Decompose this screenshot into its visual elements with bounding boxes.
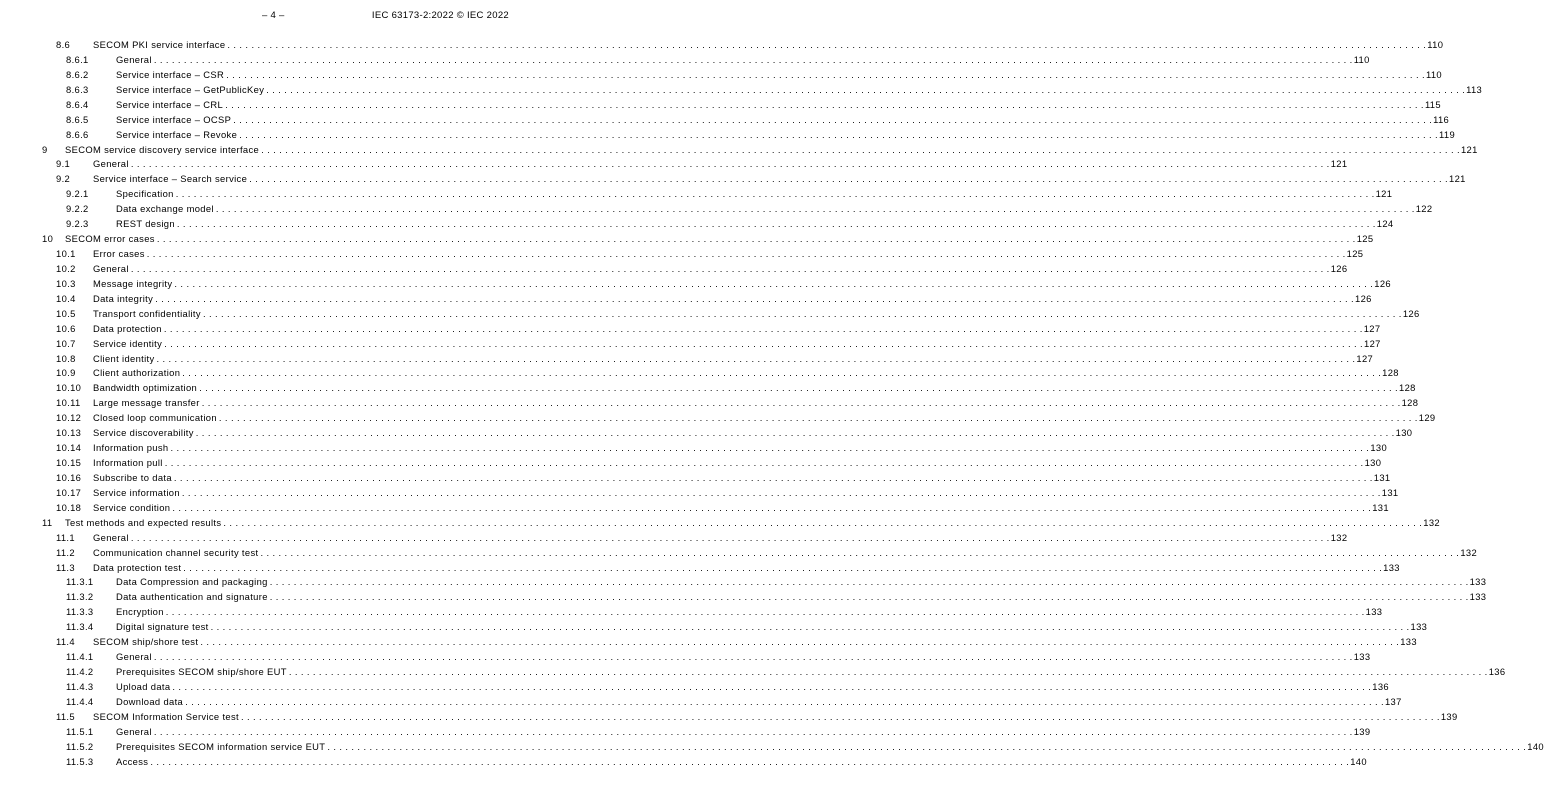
toc-entry-title: Service interface – CSR: [116, 68, 225, 80]
dot-leader: . . . . . . . . . . . . . . . . . . . . . . . . . . . . . . . . . . . . . . . . . . . . . . . . . . . . . . . . . . . . . . . . . . . . . . . . . . . . . . . . . . . . . . . . . . . . . . . . . . . . . . . . . . . . . . . . . . . . . . . . . . . . . . . . . . . . . . . . . . . . . . . . . . . . . . . . . . . . . . . . . . . . . . . . . . . . . . . . . . . . . . . . . . . . . . . . . . . . . . . .: [215, 203, 1415, 215]
dot-leader: . . . . . . . . . . . . . . . . . . . . . . . . . . . . . . . . . . . . . . . . . . . . . . . . . . . . . . . . . . . . . . . . . . . . . . . . . . . . . . . . . . . . . . . . . . . . . . . . . . . . . . . . . . . . . . . . . . . . . . . . . . . . . . . . . . . . . . . . . . . . . . . . . . . . . . . . . . . . . . . . . . . . . . . . . . . . . . . . . . . . . . . . . . . . . . . . . . . . . . . .: [175, 188, 1375, 200]
toc-entry-number: 11.4.3: [66, 680, 94, 692]
toc-entry-page: 133: [1469, 576, 1487, 588]
toc-entry-page: 136: [1488, 666, 1506, 678]
toc-entry-number: 11.3: [56, 561, 75, 573]
toc-entry-page: 121: [1330, 158, 1348, 170]
toc-entry-number: 10.2: [56, 262, 76, 274]
toc-entry-page: 122: [1415, 203, 1433, 215]
dot-leader: . . . . . . . . . . . . . . . . . . . . . . . . . . . . . . . . . . . . . . . . . . . . . . . . . . . . . . . . . . . . . . . . . . . . . . . . . . . . . . . . . . . . . . . . . . . . . . . . . . . . . . . . . . . . . . . . . . . . . . . . . . . . . . . . . . . . . . . . . . . . . . . . . . . . . . . . . . . . . . . . . . . . . . . . . . . . . . . . . . . . . . . . . . . . . . . . . . . . . . . .: [172, 680, 1372, 692]
toc-entry-page: 119: [1439, 128, 1456, 140]
dot-leader: . . . . . . . . . . . . . . . . . . . . . . . . . . . . . . . . . . . . . . . . . . . . . . . . . . . . . . . . . . . . . . . . . . . . . . . . . . . . . . . . . . . . . . . . . . . . . . . . . . . . . . . . . . . . . . . . . . . . . . . . . . . . . . . . . . . . . . . . . . . . . . . . . . . . . . . . . . . . . . . . . . . . . . . . . . . . . . . . . . . . . . . . . . . . . . . . . . . . . . . .: [249, 173, 1449, 185]
toc-entry-page: 126: [1355, 292, 1372, 304]
toc-entry-page: 133: [1365, 606, 1383, 618]
toc-entry-title: General: [116, 725, 152, 737]
dot-leader: . . . . . . . . . . . . . . . . . . . . . . . . . . . . . . . . . . . . . . . . . . . . . . . . . . . . . . . . . . . . . . . . . . . . . . . . . . . . . . . . . . . . . . . . . . . . . . . . . . . . . . . . . . . . . . . . . . . . . . . . . . . . . . . . . . . . . . . . . . . . . . . . . . . . . . . . . . . . . . . . . . . . . . . . . . . . . . . . . . . . . . . . . . . . . . . . . . . . . . . .: [164, 337, 1364, 349]
toc-entry-number: 11.1: [56, 531, 75, 543]
toc-entry[interactable]: [0, 620, 1428, 633]
toc-entry-title: Service information: [93, 486, 180, 498]
toc-entry-page: 113: [1466, 83, 1483, 95]
toc-entry[interactable]: [0, 113, 1450, 126]
toc-entry[interactable]: [0, 98, 1441, 111]
toc-entry-number: 11: [42, 516, 53, 528]
toc-entry-page: 127: [1364, 337, 1381, 349]
toc-entry-page: 130: [1395, 427, 1413, 439]
toc-entry-page: 140: [1527, 740, 1544, 752]
toc-entry[interactable]: [0, 501, 1389, 514]
toc-entry-number: 9.2.1: [66, 188, 89, 200]
dot-leader: . . . . . . . . . . . . . . . . . . . . . . . . . . . . . . . . . . . . . . . . . . . . . . . . . . . . . . . . . . . . . . . . . . . . . . . . . . . . . . . . . . . . . . . . . . . . . . . . . . . . . . . . . . . . . . . . . . . . . . . . . . . . . . . . . . . . . . . . . . . . . . . . . . . . . . . . . . . . . . . . . . . . . . . . . . . . . . . . . . . . . . . . . . . . . . . . . . . . . . . .: [202, 307, 1402, 319]
toc-entry-title: SECOM service discovery service interface: [65, 143, 260, 155]
dot-leader: . . . . . . . . . . . . . . . . . . . . . . . . . . . . . . . . . . . . . . . . . . . . . . . . . . . . . . . . . . . . . . . . . . . . . . . . . . . . . . . . . . . . . . . . . . . . . . . . . . . . . . . . . . . . . . . . . . . . . . . . . . . . . . . . . . . . . . . . . . . . . . . . . . . . . . . . . . . . . . . . . . . . . . . . . . . . . . . . . . . . . . . . . . . . . . . . . . . . . . . .: [181, 486, 1381, 498]
toc-entry[interactable]: [0, 486, 1399, 499]
toc-entry-title: Data authentication and signature: [116, 591, 268, 603]
toc-entry-number: 11.5.3: [66, 755, 94, 767]
dot-leader: . . . . . . . . . . . . . . . . . . . . . . . . . . . . . . . . . . . . . . . . . . . . . . . . . . . . . . . . . . . . . . . . . . . . . . . . . . . . . . . . . . . . . . . . . . . . . . . . . . . . . . . . . . . . . . . . . . . . . . . . . . . . . . . . . . . . . . . . . . . . . . . . . . . . . . . . . . . . . . . . . . . . . . . . . . . . . . . . . . . . . . . . . . . . . . . . . . . . . . . .: [174, 277, 1374, 289]
dot-leader: . . . . . . . . . . . . . . . . . . . . . . . . . . . . . . . . . . . . . . . . . . . . . . . . . . . . . . . . . . . . . . . . . . . . . . . . . . . . . . . . . . . . . . . . . . . . . . . . . . . . . . . . . . . . . . . . . . . . . . . . . . . . . . . . . . . . . . . . . . . . . . . . . . . . . . . . . . . . . . . . . . . . . . . . . . . . . . . . . . . . . . . . . . . . . . . . . . . . . . . .: [261, 143, 1460, 155]
toc-entry-page: 130: [1364, 457, 1382, 469]
toc-entry-page: 128: [1401, 397, 1419, 409]
toc-entry-title: Service interface – GetPublicKey: [116, 83, 265, 95]
toc-entry[interactable]: [0, 650, 1371, 663]
toc-entry-title: Service interface – CRL: [116, 98, 224, 110]
toc-entry-number: 10.14: [56, 442, 82, 454]
toc-entry-title: SECOM error cases: [65, 233, 155, 245]
toc-entry-number: 9.1: [56, 158, 71, 170]
dot-leader: . . . . . . . . . . . . . . . . . . . . . . . . . . . . . . . . . . . . . . . . . . . . . . . . . . . . . . . . . . . . . . . . . . . . . . . . . . . . . . . . . . . . . . . . . . . . . . . . . . . . . . . . . . . . . . . . . . . . . . . . . . . . . . . . . . . . . . . . . . . . . . . . . . . . . . . . . . . . . . . . . . . . . . . . . . . . . . . . . . . . . . . . . . . . . . . . . . . . . . . .: [153, 651, 1353, 663]
toc-entry[interactable]: [0, 307, 1420, 320]
toc-entry-number: 11.5: [56, 710, 75, 722]
dot-leader: . . . . . . . . . . . . . . . . . . . . . . . . . . . . . . . . . . . . . . . . . . . . . . . . . . . . . . . . . . . . . . . . . . . . . . . . . . . . . . . . . . . . . . . . . . . . . . . . . . . . . . . . . . . . . . . . . . . . . . . . . . . . . . . . . . . . . . . . . . . . . . . . . . . . . . . . . . . . . . . . . . . . . . . . . . . . . . . . . . . . . . . . . . . . . . . . . . . . . . . .: [260, 546, 1460, 558]
toc-entry[interactable]: [0, 665, 1506, 678]
toc-entry-number: 11.3.1: [66, 576, 94, 588]
toc-entry-page: 110: [1425, 68, 1442, 80]
toc-entry[interactable]: [0, 710, 1458, 723]
toc-entry[interactable]: [0, 441, 1388, 454]
toc-entry[interactable]: [0, 172, 1466, 185]
toc-entry-number: 11.2: [56, 546, 75, 558]
toc-entry-page: 110: [1427, 39, 1444, 50]
toc-entry-page: 131: [1372, 501, 1389, 513]
toc-entry-number: 11.5.1: [66, 725, 94, 737]
dot-leader: . . . . . . . . . . . . . . . . . . . . . . . . . . . . . . . . . . . . . . . . . . . . . . . . . . . . . . . . . . . . . . . . . . . . . . . . . . . . . . . . . . . . . . . . . . . . . . . . . . . . . . . . . . . . . . . . . . . . . . . . . . . . . . . . . . . . . . . . . . . . . . . . . . . . . . . . . . . . . . . . . . . . . . . . . . . . . . . . . . . . . . . . . . . . . . . . . . . . . . . .: [130, 262, 1330, 274]
toc-entry[interactable]: [0, 531, 1348, 544]
dot-leader: . . . . . . . . . . . . . . . . . . . . . . . . . . . . . . . . . . . . . . . . . . . . . . . . . . . . . . . . . . . . . . . . . . . . . . . . . . . . . . . . . . . . . . . . . . . . . . . . . . . . . . . . . . . . . . . . . . . . . . . . . . . . . . . . . . . . . . . . . . . . . . . . . . . . . . . . . . . . . . . . . . . . . . . . . . . . . . . . . . . . . . . . . . . . . . . . . . . . . . . .: [185, 695, 1384, 707]
toc-entry-number: 11.3.3: [66, 606, 94, 618]
dot-leader: . . . . . . . . . . . . . . . . . . . . . . . . . . . . . . . . . . . . . . . . . . . . . . . . . . . . . . . . . . . . . . . . . . . . . . . . . . . . . . . . . . . . . . . . . . . . . . . . . . . . . . . . . . . . . . . . . . . . . . . . . . . . . . . . . . . . . . . . . . . . . . . . . . . . . . . . . . . . . . . . . . . . . . . . . . . . . . . . . . . . . . . . . . . . . . . . . . . . . . . .: [146, 248, 1346, 260]
toc-entry-page: 124: [1376, 218, 1394, 230]
toc-entry-number: 10.16: [56, 471, 82, 483]
dot-leader: . . . . . . . . . . . . . . . . . . . . . . . . . . . . . . . . . . . . . . . . . . . . . . . . . . . . . . . . . . . . . . . . . . . . . . . . . . . . . . . . . . . . . . . . . . . . . . . . . . . . . . . . . . . . . . . . . . . . . . . . . . . . . . . . . . . . . . . . . . . . . . . . . . . . . . . . . . . . . . . . . . . . . . . . . . . . . . . . . . . . . . . . . . . . . . . . . . . . . . . .: [269, 576, 1469, 588]
dot-leader: . . . . . . . . . . . . . . . . . . . . . . . . . . . . . . . . . . . . . . . . . . . . . . . . . . . . . . . . . . . . . . . . . . . . . . . . . . . . . . . . . . . . . . . . . . . . . . . . . . . . . . . . . . . . . . . . . . . . . . . . . . . . . . . . . . . . . . . . . . . . . . . . . . . . . . . . . . . . . . . . . . . . . . . . . . . . . . . . . . . . . . . . . . . . . . . . . . . . . . . .: [164, 457, 1364, 469]
toc-entry[interactable]: [0, 680, 1389, 693]
dot-leader: . . . . . . . . . . . . . . . . . . . . . . . . . . . . . . . . . . . . . . . . . . . . . . . . . . . . . . . . . . . . . . . . . . . . . . . . . . . . . . . . . . . . . . . . . . . . . . . . . . . . . . . . . . . . . . . . . . . . . . . . . . . . . . . . . . . . . . . . . . . . . . . . . . . . . . . . . . . . . . . . . . . . . . . . . . . . . . . . . . . . . . . . . . . . . . . . . . . . . . . .: [201, 397, 1401, 409]
toc-entry-page: 121: [1375, 188, 1393, 200]
dot-leader: . . . . . . . . . . . . . . . . . . . . . . . . . . . . . . . . . . . . . . . . . . . . . . . . . . . . . . . . . . . . . . . . . . . . . . . . . . . . . . . . . . . . . . . . . . . . . . . . . . . . . . . . . . . . . . . . . . . . . . . . . . . . . . . . . . . . . . . . . . . . . . . . . . . . . . . . . . . . . . . . . . . . . . . . . . . . . . . . . . . . . . . . . . . . . . . . . . . . . . . .: [173, 471, 1373, 483]
toc-entry[interactable]: [0, 337, 1381, 350]
toc-entry-title: Message integrity: [93, 277, 173, 289]
dot-leader: . . . . . . . . . . . . . . . . . . . . . . . . . . . . . . . . . . . . . . . . . . . . . . . . . . . . . . . . . . . . . . . . . . . . . . . . . . . . . . . . . . . . . . . . . . . . . . . . . . . . . . . . . . . . . . . . . . . . . . . . . . . . . . . . . . . . . . . . . . . . . . . . . . . . . . . . . . . . . . . . . . . . . . . . . . . . . . . . . . . . . . . . . . . . . . . . . . . . . . . .: [170, 442, 1370, 454]
toc-entry-number: 11.4: [56, 636, 75, 648]
toc-entry-number: 8.6: [56, 39, 71, 50]
dot-leader: . . . . . . . . . . . . . . . . . . . . . . . . . . . . . . . . . . . . . . . . . . . . . . . . . . . . . . . . . . . . . . . . . . . . . . . . . . . . . . . . . . . . . . . . . . . . . . . . . . . . . . . . . . . . . . . . . . . . . . . . . . . . . . . . . . . . . . . . . . . . . . . . . . . . . . . . . . . . . . . . . . . . . . . . . . . . . . . . . . . . . . . . . . . . . . . . . . . . . . . .: [155, 292, 1355, 304]
toc-entry[interactable]: [0, 755, 1367, 768]
toc-entry-number: 10: [42, 233, 54, 245]
toc-entry-number: 9: [42, 143, 48, 155]
dot-leader: . . . . . . . . . . . . . . . . . . . . . . . . . . . . . . . . . . . . . . . . . . . . . . . . . . . . . . . . . . . . . . . . . . . . . . . . . . . . . . . . . . . . . . . . . . . . . . . . . . . . . . . . . . . . . . . . . . . . . . . . . . . . . . . . . . . . . . . . . . . . . . . . . . . . . . . . . . . . . . . . . . . . . . . . . . . . . . . . . . . . . . . . . . . . . . . . . . . . . . . .: [225, 98, 1424, 110]
toc-entry-title: Prerequisites SECOM information service EUT: [116, 740, 326, 752]
toc-entry-number: 10.15: [56, 457, 82, 469]
toc-entry-page: 121: [1449, 173, 1466, 185]
dot-leader: . . . . . . . . . . . . . . . . . . . . . . . . . . . . . . . . . . . . . . . . . . . . . . . . . . . . . . . . . . . . . . . . . . . . . . . . . . . . . . . . . . . . . . . . . . . . . . . . . . . . . . . . . . . . . . . . . . . . . . . . . . . . . . . . . . . . . . . . . . . . . . . . . . . . . . . . . . . . . . . . . . . . . . . . . . . . . . . . . . . . . . . . . . . . . . . . . . . . . . . .: [240, 710, 1440, 722]
toc-entry-number: 10.9: [56, 367, 76, 379]
toc-entry[interactable]: [0, 187, 1393, 200]
toc-entry-title: Service interface – Revoke: [116, 128, 238, 140]
toc-entry[interactable]: [0, 396, 1419, 409]
toc-entry-page: 140: [1350, 755, 1367, 767]
dot-leader: . . . . . . . . . . . . . . . . . . . . . . . . . . . . . . . . . . . . . . . . . . . . . . . . . . . . . . . . . . . . . . . . . . . . . . . . . . . . . . . . . . . . . . . . . . . . . . . . . . . . . . . . . . . . . . . . . . . . . . . . . . . . . . . . . . . . . . . . . . . . . . . . . . . . . . . . . . . . . . . . . . . . . . . . . . . . . . . . . . . . . . . . . . . . . . . . . . . . . . . .: [176, 218, 1376, 230]
toc-entry-page: 136: [1372, 680, 1389, 692]
page-number: – 4 –: [262, 10, 285, 21]
toc-entry-number: 11.4.1: [66, 651, 94, 663]
dot-leader: . . . . . . . . . . . . . . . . . . . . . . . . . . . . . . . . . . . . . . . . . . . . . . . . . . . . . . . . . . . . . . . . . . . . . . . . . . . . . . . . . . . . . . . . . . . . . . . . . . . . . . . . . . . . . . . . . . . . . . . . . . . . . . . . . . . . . . . . . . . . . . . . . . . . . . . . . . . . . . . . . . . . . . . . . . . . . . . . . . . . . . . . . . . . . . . . . . . . . . . .: [210, 621, 1410, 633]
toc-entry-page: 133: [1353, 651, 1371, 663]
toc-entry-title: Upload data: [116, 680, 171, 692]
toc-entry-number: 11.5.2: [66, 740, 94, 752]
toc-entry[interactable]: [0, 277, 1391, 290]
toc-entry-title: SECOM Information Service test: [93, 710, 239, 722]
toc-entry-number: 10.5: [56, 307, 76, 319]
toc-entry-title: Client identity: [93, 352, 155, 364]
toc-entry[interactable]: [0, 53, 1370, 66]
dot-leader: . . . . . . . . . . . . . . . . . . . . . . . . . . . . . . . . . . . . . . . . . . . . . . . . . . . . . . . . . . . . . . . . . . . . . . . . . . . . . . . . . . . . . . . . . . . . . . . . . . . . . . . . . . . . . . . . . . . . . . . . . . . . . . . . . . . . . . . . . . . . . . . . . . . . . . . . . . . . . . . . . . . . . . . . . . . . . . . . . . . . . . . . . . . . . . . . . . . . . . . .: [226, 68, 1425, 80]
dot-leader: . . . . . . . . . . . . . . . . . . . . . . . . . . . . . . . . . . . . . . . . . . . . . . . . . . . . . . . . . . . . . . . . . . . . . . . . . . . . . . . . . . . . . . . . . . . . . . . . . . . . . . . . . . . . . . . . . . . . . . . . . . . . . . . . . . . . . . . . . . . . . . . . . . . . . . . . . . . . . . . . . . . . . . . . . . . . . . . . . . . . . . . . . . . . . . . . . . . . . . . .: [199, 382, 1398, 394]
toc-entry-page: 127: [1356, 352, 1374, 364]
toc-entry-page: 133: [1383, 561, 1400, 573]
toc-entry[interactable]: [0, 83, 1483, 96]
toc-entry-title: General: [116, 53, 152, 65]
toc-entry-page: 110: [1353, 53, 1370, 65]
toc-entry[interactable]: [0, 217, 1394, 230]
dot-leader: . . . . . . . . . . . . . . . . . . . . . . . . . . . . . . . . . . . . . . . . . . . . . . . . . . . . . . . . . . . . . . . . . . . . . . . . . . . . . . . . . . . . . . . . . . . . . . . . . . . . . . . . . . . . . . . . . . . . . . . . . . . . . . . . . . . . . . . . . . . . . . . . . . . . . . . . . . . . . . . . . . . . . . . . . . . . . . . . . . . . . . . . . . . . . . . . . . . . . . . .: [165, 606, 1365, 618]
toc-entry-title: Communication channel security test: [93, 546, 259, 558]
toc-entry[interactable]: [0, 232, 1374, 245]
toc-entry[interactable]: [0, 157, 1348, 170]
toc-entry-title: SECOM PKI service interface: [93, 39, 226, 50]
dot-leader: . . . . . . . . . . . . . . . . . . . . . . . . . . . . . . . . . . . . . . . . . . . . . . . . . . . . . . . . . . . . . . . . . . . . . . . . . . . . . . . . . . . . . . . . . . . . . . . . . . . . . . . . . . . . . . . . . . . . . . . . . . . . . . . . . . . . . . . . . . . . . . . . . . . . . . . . . . . . . . . . . . . . . . . . . . . . . . . . . . . . . . . . . . . . . . . . . . . . . . . .: [153, 725, 1353, 737]
toc-entry-page: 137: [1384, 695, 1402, 707]
toc-entry-title: Data Compression and packaging: [116, 576, 268, 588]
dot-leader: . . . . . . . . . . . . . . . . . . . . . . . . . . . . . . . . . . . . . . . . . . . . . . . . . . . . . . . . . . . . . . . . . . . . . . . . . . . . . . . . . . . . . . . . . . . . . . . . . . . . . . . . . . . . . . . . . . . . . . . . . . . . . . . . . . . . . . . . . . . . . . . . . . . . . . . . . . . . . . . . . . . . . . . . . . . . . . . . . . . . . . . . . . . . . . . . . . . . . . . .: [156, 233, 1356, 245]
toc-entry[interactable]: [0, 68, 1442, 81]
dot-leader: . . . . . . . . . . . . . . . . . . . . . . . . . . . . . . . . . . . . . . . . . . . . . . . . . . . . . . . . . . . . . . . . . . . . . . . . . . . . . . . . . . . . . . . . . . . . . . . . . . . . . . . . . . . . . . . . . . . . . . . . . . . . . . . . . . . . . . . . . . . . . . . . . . . . . . . . . . . . . . . . . . . . . . . . . . . . . . . . . . . . . . . . . . . . . . . . . . . . . . . .: [130, 158, 1330, 170]
toc-entry-page: 133: [1400, 636, 1417, 648]
toc-entry[interactable]: [0, 202, 1433, 215]
toc-entry[interactable]: [0, 635, 1417, 648]
toc-entry-number: 10.18: [56, 501, 82, 513]
toc-entry[interactable]: [0, 322, 1381, 335]
toc-entry[interactable]: [0, 456, 1382, 469]
toc-entry-number: 10.11: [56, 397, 81, 409]
toc-entry-page: 115: [1424, 98, 1441, 110]
toc-entry[interactable]: [0, 471, 1391, 484]
dot-leader: . . . . . . . . . . . . . . . . . . . . . . . . . . . . . . . . . . . . . . . . . . . . . . . . . . . . . . . . . . . . . . . . . . . . . . . . . . . . . . . . . . . . . . . . . . . . . . . . . . . . . . . . . . . . . . . . . . . . . . . . . . . . . . . . . . . . . . . . . . . . . . . . . . . . . . . . . . . . . . . . . . . . . . . . . . . . . . . . . . . . . . . . . . . . . . . . . . . . . . . .: [239, 128, 1439, 140]
toc-entry-title: Data exchange model: [116, 203, 214, 215]
toc-entry-title: General: [93, 531, 129, 543]
toc-entry-title: Service identity: [93, 337, 163, 349]
toc-entry-title: Specification: [116, 188, 174, 200]
toc-entry-page: 125: [1346, 248, 1364, 260]
toc-entry-number: 8.6.3: [66, 83, 89, 95]
toc-entry[interactable]: [0, 426, 1413, 439]
toc-entry-number: 9.2.3: [66, 218, 89, 230]
toc-entry[interactable]: [0, 605, 1383, 618]
dot-leader: . . . . . . . . . . . . . . . . . . . . . . . . . . . . . . . . . . . . . . . . . . . . . . . . . . . . . . . . . . . . . . . . . . . . . . . . . . . . . . . . . . . . . . . . . . . . . . . . . . . . . . . . . . . . . . . . . . . . . . . . . . . . . . . . . . . . . . . . . . . . . . . . . . . . . . . . . . . . . . . . . . . . . . . . . . . . . . . . . . . . . . . . . . . . . . . . . . . . . . . .: [223, 516, 1423, 528]
dot-leader: . . . . . . . . . . . . . . . . . . . . . . . . . . . . . . . . . . . . . . . . . . . . . . . . . . . . . . . . . . . . . . . . . . . . . . . . . . . . . . . . . . . . . . . . . . . . . . . . . . . . . . . . . . . . . . . . . . . . . . . . . . . . . . . . . . . . . . . . . . . . . . . . . . . . . . . . . . . . . . . . . . . . . . . . . . . . . . . . . . . . . . . . . . . . . . . . . . . . . . . .: [266, 83, 1466, 95]
toc-entry-title: Bandwidth optimization: [93, 382, 198, 394]
toc-entry-title: Data protection: [93, 322, 162, 334]
toc-entry-page: 133: [1410, 621, 1428, 633]
toc-entry-page: 132: [1330, 531, 1348, 543]
toc-entry[interactable]: [0, 381, 1416, 394]
toc-entry[interactable]: [0, 143, 1478, 156]
toc-entry-number: 10.7: [56, 337, 76, 349]
toc-entry-title: Large message transfer: [93, 397, 200, 409]
dot-leader: . . . . . . . . . . . . . . . . . . . . . . . . . . . . . . . . . . . . . . . . . . . . . . . . . . . . . . . . . . . . . . . . . . . . . . . . . . . . . . . . . . . . . . . . . . . . . . . . . . . . . . . . . . . . . . . . . . . . . . . . . . . . . . . . . . . . . . . . . . . . . . . . . . . . . . . . . . . . . . . . . . . . . . . . . . . . . . . . . . . . . . . . . . . . . . . . . . . . . . . .: [153, 53, 1353, 65]
toc-entry-title: Data integrity: [93, 292, 154, 304]
toc-entry-title: General: [116, 651, 152, 663]
toc-entry-page: 139: [1440, 710, 1458, 722]
dot-leader: . . . . . . . . . . . . . . . . . . . . . . . . . . . . . . . . . . . . . . . . . . . . . . . . . . . . . . . . . . . . . . . . . . . . . . . . . . . . . . . . . . . . . . . . . . . . . . . . . . . . . . . . . . . . . . . . . . . . . . . . . . . . . . . . . . . . . . . . . . . . . . . . . . . . . . . . . . . . . . . . . . . . . . . . . . . . . . . . . . . . . . . . . . . . . . . . . . . . . . . .: [227, 39, 1427, 50]
toc-entry[interactable]: [0, 411, 1436, 424]
toc-entry-title: General: [93, 262, 129, 274]
toc-entry-page: 131: [1373, 471, 1391, 483]
toc-entry-number: 11.3.2: [66, 591, 94, 603]
toc-entry-number: 10.17: [56, 486, 82, 498]
toc-entry-page: 127: [1363, 322, 1381, 334]
toc-entry-number: 10.3: [56, 277, 76, 289]
toc-entry-page: 132: [1460, 546, 1478, 558]
toc-entry-number: 11.4.4: [66, 695, 94, 707]
dot-leader: . . . . . . . . . . . . . . . . . . . . . . . . . . . . . . . . . . . . . . . . . . . . . . . . . . . . . . . . . . . . . . . . . . . . . . . . . . . . . . . . . . . . . . . . . . . . . . . . . . . . . . . . . . . . . . . . . . . . . . . . . . . . . . . . . . . . . . . . . . . . . . . . . . . . . . . . . . . . . . . . . . . . . . . . . . . . . . . . . . . . . . . . . . . . . . . . . . . . . . . .: [269, 591, 1469, 603]
toc-entry-page: 128: [1382, 367, 1399, 379]
toc-entry-number: 8.6.4: [66, 98, 89, 110]
toc-entry-number: 9.2: [56, 173, 71, 185]
toc-entry-number: 8.6.1: [66, 53, 89, 65]
toc-entry[interactable]: [0, 561, 1400, 574]
toc-entry[interactable]: [0, 247, 1364, 260]
toc-entry-number: 10.4: [56, 292, 76, 304]
toc-entry-title: Service interface – OCSP: [116, 113, 232, 125]
toc-entry-title: Test methods and expected results: [65, 516, 222, 528]
toc-entry[interactable]: [0, 516, 1440, 529]
toc-entry[interactable]: [0, 575, 1487, 588]
toc-entry-number: 9.2.2: [66, 203, 89, 215]
toc-entry-page: 129: [1418, 412, 1436, 424]
toc-entry-page: 131: [1381, 486, 1399, 498]
toc-entry-number: 10.6: [56, 322, 76, 334]
toc-entry-title: SECOM ship/shore test: [93, 636, 199, 648]
dot-leader: . . . . . . . . . . . . . . . . . . . . . . . . . . . . . . . . . . . . . . . . . . . . . . . . . . . . . . . . . . . . . . . . . . . . . . . . . . . . . . . . . . . . . . . . . . . . . . . . . . . . . . . . . . . . . . . . . . . . . . . . . . . . . . . . . . . . . . . . . . . . . . . . . . . . . . . . . . . . . . . . . . . . . . . . . . . . . . . . . . . . . . . . . . . . . . . . . . . . . . . .: [233, 113, 1433, 125]
dot-leader: . . . . . . . . . . . . . . . . . . . . . . . . . . . . . . . . . . . . . . . . . . . . . . . . . . . . . . . . . . . . . . . . . . . . . . . . . . . . . . . . . . . . . . . . . . . . . . . . . . . . . . . . . . . . . . . . . . . . . . . . . . . . . . . . . . . . . . . . . . . . . . . . . . . . . . . . . . . . . . . . . . . . . . . . . . . . . . . . . . . . . . . . . . . . . . . . . . . . . . . .: [288, 666, 1488, 678]
toc-entry-number: 10.10: [56, 382, 82, 394]
toc-entry-number: 10.13: [56, 427, 82, 439]
dot-leader: . . . . . . . . . . . . . . . . . . . . . . . . . . . . . . . . . . . . . . . . . . . . . . . . . . . . . . . . . . . . . . . . . . . . . . . . . . . . . . . . . . . . . . . . . . . . . . . . . . . . . . . . . . . . . . . . . . . . . . . . . . . . . . . . . . . . . . . . . . . . . . . . . . . . . . . . . . . . . . . . . . . . . . . . . . . . . . . . . . . . . . . . . . . . . . . . . . . . . . . .: [172, 501, 1372, 513]
toc-entry-title: Service interface – Search service: [93, 173, 248, 185]
toc-entry-number: 8.6.6: [66, 128, 89, 140]
toc-entry-title: Encryption: [116, 606, 164, 618]
toc-entry-number: 8.6.5: [66, 113, 89, 125]
toc-entry-page: 116: [1433, 113, 1450, 125]
dot-leader: . . . . . . . . . . . . . . . . . . . . . . . . . . . . . . . . . . . . . . . . . . . . . . . . . . . . . . . . . . . . . . . . . . . . . . . . . . . . . . . . . . . . . . . . . . . . . . . . . . . . . . . . . . . . . . . . . . . . . . . . . . . . . . . . . . . . . . . . . . . . . . . . . . . . . . . . . . . . . . . . . . . . . . . . . . . . . . . . . . . . . . . . . . . . . . . . . . . . . . . .: [182, 367, 1382, 379]
toc-entry-number: 10.1: [56, 248, 76, 260]
toc-entry[interactable]: [0, 590, 1487, 603]
dot-leader: . . . . . . . . . . . . . . . . . . . . . . . . . . . . . . . . . . . . . . . . . . . . . . . . . . . . . . . . . . . . . . . . . . . . . . . . . . . . . . . . . . . . . . . . . . . . . . . . . . . . . . . . . . . . . . . . . . . . . . . . . . . . . . . . . . . . . . . . . . . . . . . . . . . . . . . . . . . . . . . . . . . . . . . . . . . . . . . . . . . . . . . . . . . . . . . . . . . . . . . .: [200, 636, 1400, 648]
toc-entry[interactable]: [0, 546, 1478, 559]
toc-entry-title: Transport confidentiality: [93, 307, 201, 319]
toc-entry-title: General: [93, 158, 129, 170]
standard-identifier: IEC 63173-2:2022 © IEC 2022: [371, 10, 509, 21]
toc-entry[interactable]: [0, 740, 1544, 753]
toc-entry[interactable]: [0, 725, 1371, 738]
toc-entry-title: Client authorization: [93, 367, 181, 379]
toc-entry[interactable]: [0, 128, 1456, 141]
dot-leader: . . . . . . . . . . . . . . . . . . . . . . . . . . . . . . . . . . . . . . . . . . . . . . . . . . . . . . . . . . . . . . . . . . . . . . . . . . . . . . . . . . . . . . . . . . . . . . . . . . . . . . . . . . . . . . . . . . . . . . . . . . . . . . . . . . . . . . . . . . . . . . . . . . . . . . . . . . . . . . . . . . . . . . . . . . . . . . . . . . . . . . . . . . . . . . . . . . . . . . . .: [150, 755, 1350, 767]
toc-entry-title: Service condition: [93, 501, 171, 513]
toc-entry-title: Data protection test: [93, 561, 182, 573]
toc-entry[interactable]: [0, 695, 1402, 708]
toc-entry-title: Access: [116, 755, 149, 767]
toc-entry-page: 125: [1356, 233, 1374, 245]
dot-leader: . . . . . . . . . . . . . . . . . . . . . . . . . . . . . . . . . . . . . . . . . . . . . . . . . . . . . . . . . . . . . . . . . . . . . . . . . . . . . . . . . . . . . . . . . . . . . . . . . . . . . . . . . . . . . . . . . . . . . . . . . . . . . . . . . . . . . . . . . . . . . . . . . . . . . . . . . . . . . . . . . . . . . . . . . . . . . . . . . . . . . . . . . . . . . . . . . . . . . . . .: [195, 427, 1395, 439]
toc-entry-title: Digital signature test: [116, 621, 209, 633]
toc-entry[interactable]: [0, 38, 1444, 51]
toc-entry-page: 130: [1370, 442, 1388, 454]
toc-entry-number: 10.8: [56, 352, 76, 364]
dot-leader: . . . . . . . . . . . . . . . . . . . . . . . . . . . . . . . . . . . . . . . . . . . . . . . . . . . . . . . . . . . . . . . . . . . . . . . . . . . . . . . . . . . . . . . . . . . . . . . . . . . . . . . . . . . . . . . . . . . . . . . . . . . . . . . . . . . . . . . . . . . . . . . . . . . . . . . . . . . . . . . . . . . . . . . . . . . . . . . . . . . . . . . . . . . . . . . . . . . . . . . .: [130, 531, 1330, 543]
toc-entry-number: 11.4.2: [66, 666, 94, 678]
toc-entry-page: 126: [1330, 262, 1348, 274]
toc-entry-page: 126: [1402, 307, 1420, 319]
toc-entry[interactable]: [0, 366, 1399, 379]
toc-entry-page: 139: [1353, 725, 1371, 737]
dot-leader: . . . . . . . . . . . . . . . . . . . . . . . . . . . . . . . . . . . . . . . . . . . . . . . . . . . . . . . . . . . . . . . . . . . . . . . . . . . . . . . . . . . . . . . . . . . . . . . . . . . . . . . . . . . . . . . . . . . . . . . . . . . . . . . . . . . . . . . . . . . . . . . . . . . . . . . . . . . . . . . . . . . . . . . . . . . . . . . . . . . . . . . . . . . . . . . . . . . . . . . .: [218, 412, 1418, 424]
toc-entry-title: Error cases: [93, 248, 145, 260]
dot-leader: . . . . . . . . . . . . . . . . . . . . . . . . . . . . . . . . . . . . . . . . . . . . . . . . . . . . . . . . . . . . . . . . . . . . . . . . . . . . . . . . . . . . . . . . . . . . . . . . . . . . . . . . . . . . . . . . . . . . . . . . . . . . . . . . . . . . . . . . . . . . . . . . . . . . . . . . . . . . . . . . . . . . . . . . . . . . . . . . . . . . . . . . . . . . . . . . . . . . . . . .: [327, 740, 1527, 752]
toc-entry-page: 128: [1399, 382, 1416, 394]
toc-entry-title: Information pull: [93, 457, 163, 469]
toc-entry-title: REST design: [116, 218, 175, 230]
toc-entry[interactable]: [0, 292, 1372, 305]
toc-entry-title: Download data: [116, 695, 184, 707]
dot-leader: . . . . . . . . . . . . . . . . . . . . . . . . . . . . . . . . . . . . . . . . . . . . . . . . . . . . . . . . . . . . . . . . . . . . . . . . . . . . . . . . . . . . . . . . . . . . . . . . . . . . . . . . . . . . . . . . . . . . . . . . . . . . . . . . . . . . . . . . . . . . . . . . . . . . . . . . . . . . . . . . . . . . . . . . . . . . . . . . . . . . . . . . . . . . . . . . . . . . . . . .: [163, 322, 1363, 334]
toc-entry-page: 121: [1460, 143, 1478, 155]
page-header: [0, 10, 571, 24]
toc-entry-number: 8.6.2: [66, 68, 89, 80]
toc-entry-title: Service discoverability: [93, 427, 194, 439]
toc-entry[interactable]: [0, 352, 1374, 365]
dot-leader: . . . . . . . . . . . . . . . . . . . . . . . . . . . . . . . . . . . . . . . . . . . . . . . . . . . . . . . . . . . . . . . . . . . . . . . . . . . . . . . . . . . . . . . . . . . . . . . . . . . . . . . . . . . . . . . . . . . . . . . . . . . . . . . . . . . . . . . . . . . . . . . . . . . . . . . . . . . . . . . . . . . . . . . . . . . . . . . . . . . . . . . . . . . . . . . . . . . . . . . .: [183, 561, 1383, 573]
toc-entry-page: 133: [1469, 591, 1487, 603]
toc-entry-page: 132: [1423, 516, 1440, 528]
toc-entry[interactable]: [0, 262, 1348, 275]
toc-entry-title: Prerequisites SECOM ship/shore EUT: [116, 666, 287, 678]
toc-entry-title: Subscribe to data: [93, 471, 172, 483]
toc-entry-number: 11.3.4: [66, 621, 94, 633]
toc-entry-page: 126: [1374, 277, 1391, 289]
toc-entry-title: Information push: [93, 442, 169, 454]
dot-leader: . . . . . . . . . . . . . . . . . . . . . . . . . . . . . . . . . . . . . . . . . . . . . . . . . . . . . . . . . . . . . . . . . . . . . . . . . . . . . . . . . . . . . . . . . . . . . . . . . . . . . . . . . . . . . . . . . . . . . . . . . . . . . . . . . . . . . . . . . . . . . . . . . . . . . . . . . . . . . . . . . . . . . . . . . . . . . . . . . . . . . . . . . . . . . . . . . . . . . . . .: [156, 352, 1356, 364]
toc-entry-number: 10.12: [56, 412, 82, 424]
toc-entry-title: Closed loop communication: [93, 412, 217, 424]
